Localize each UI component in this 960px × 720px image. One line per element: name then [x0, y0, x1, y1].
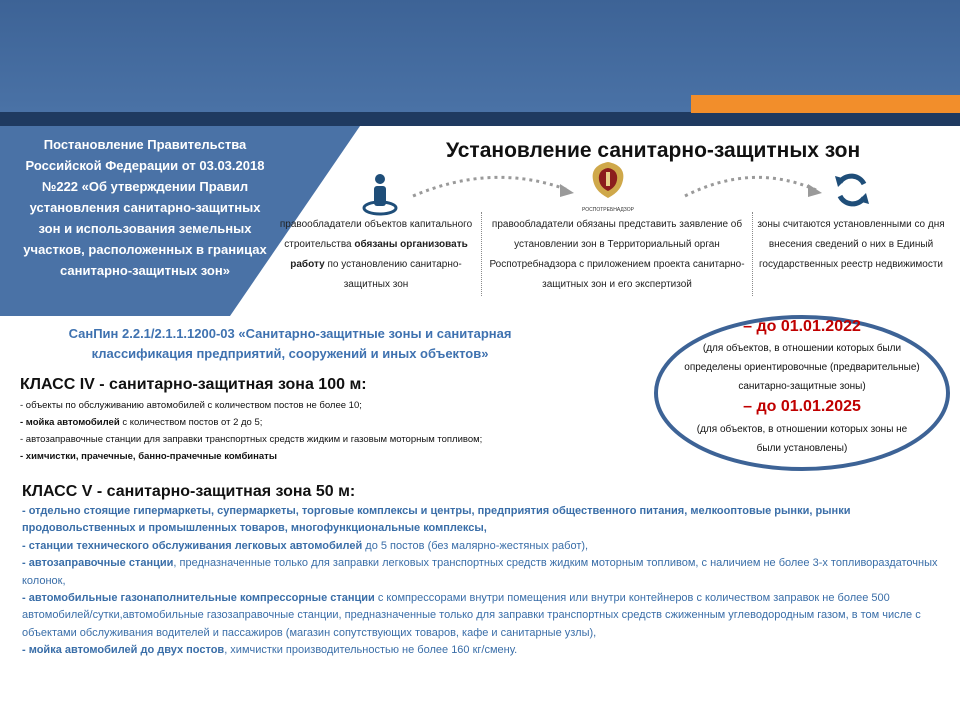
rospotrebnadzor-emblem-icon	[587, 160, 629, 206]
list-item: - отдельно стоящие гипермаркеты, супермаркеты, торговые комплексы и центры, предприятия общественного питания, мелкооптовые рынки, рынки продовольственных и промышленных товаров, многофункциональные комплексы,	[22, 505, 851, 535]
class4-list	[20, 397, 660, 465]
list-item: - мойка автомобилей до двух постов, химчистки производительностью не более 160 кг/смену.	[22, 644, 518, 657]
rospotrebnadzor-caption: РОСПОТРЕБНАДЗОР	[582, 207, 634, 213]
decree-text: Постановление Правительства Российской Федерации от 03.03.2018 №222 «Об утверждении Правил установления санитарно-защитных зон и использования земельных участков, расположенных в границах санитарно-защитных зон»	[23, 137, 267, 278]
list-item: - автозаправочные станции для заправки транспортных средств жидким и газовым моторным топливом;	[20, 434, 483, 445]
person-icon	[362, 172, 398, 216]
step-1-text: правообладатели объектов капитального строительства обязаны организовать работу по установлению санитарно-защитных зон	[279, 219, 473, 290]
step-3-text: зоны считаются установленными со дня внесения сведений о них в Единый государственных реестр недвижимости	[757, 219, 945, 270]
deadline-date: – до 01.01.2022	[743, 318, 861, 335]
deadline-note: (для объектов, в отношении которых зоны не были установлены)	[696, 424, 908, 454]
refresh-icon	[832, 170, 872, 210]
sanpin-title: СанПин 2.2.1/2.1.1.1200-03 «Санитарно-защитные зоны и санитарная классификация предприятий, сооружений и иных объектов»	[68, 326, 512, 361]
arrow-icon	[680, 170, 825, 200]
deadline-note: (для объектов, в отношении которых были определены ориентировочные (предварительные) санитарно-защитные зоны)	[684, 343, 920, 392]
deadline-block	[662, 316, 942, 458]
class4-title: КЛАСС IV - санитарно-защитная зона 100 м:	[20, 376, 367, 393]
header-strip	[0, 112, 960, 126]
deadline-date: – до 01.01.2025	[743, 398, 861, 415]
step-2-text: правообладатели обязаны представить заявление об установлении зон в Территориальный орган Роспотребнадзора с приложением проекта санитарно-защитных зон и его экспертизой	[489, 219, 745, 290]
list-item: - мойка автомобилей с количеством постов от 2 до 5;	[20, 417, 263, 428]
list-item: - объекты по обслуживанию автомобилей с количеством постов не более 10;	[20, 400, 362, 411]
main-title: Установление санитарно-защитных зон	[446, 139, 861, 162]
list-item: - автозаправочные станции, предназначенные только для заправки легковых транспортных средств жидким моторным топливом, с наличием не более 3-х топливораздаточных колонок,	[22, 557, 938, 587]
list-item: - автомобильные газонаполнительные компрессорные станции с компрессорами внутри помещения или внутри контейнеров с количеством заправок не более 500 автомобилей/сутки,автомобильные газозаправочные станции, предназначенные только для заправки транспортных средств сжиженным углеводородным газом, в том числе с объектами обслуживания водителей и пассажиров (магазин сопутствующих товаров, кафе и санитарные узлы),	[22, 592, 921, 639]
divider	[752, 212, 753, 296]
divider	[481, 212, 482, 296]
orange-accent-bar	[691, 95, 960, 113]
list-item: - химчистки, прачечные, банно-прачечные комбинаты	[20, 451, 277, 462]
class5-title: КЛАСС V - санитарно-защитная зона 50 м:	[22, 483, 356, 500]
list-item: - станции технического обслуживания легковых автомобилей до 5 постов (без малярно-жестяных работ),	[22, 539, 589, 552]
class5-list	[22, 503, 950, 660]
arrow-icon	[408, 170, 578, 200]
